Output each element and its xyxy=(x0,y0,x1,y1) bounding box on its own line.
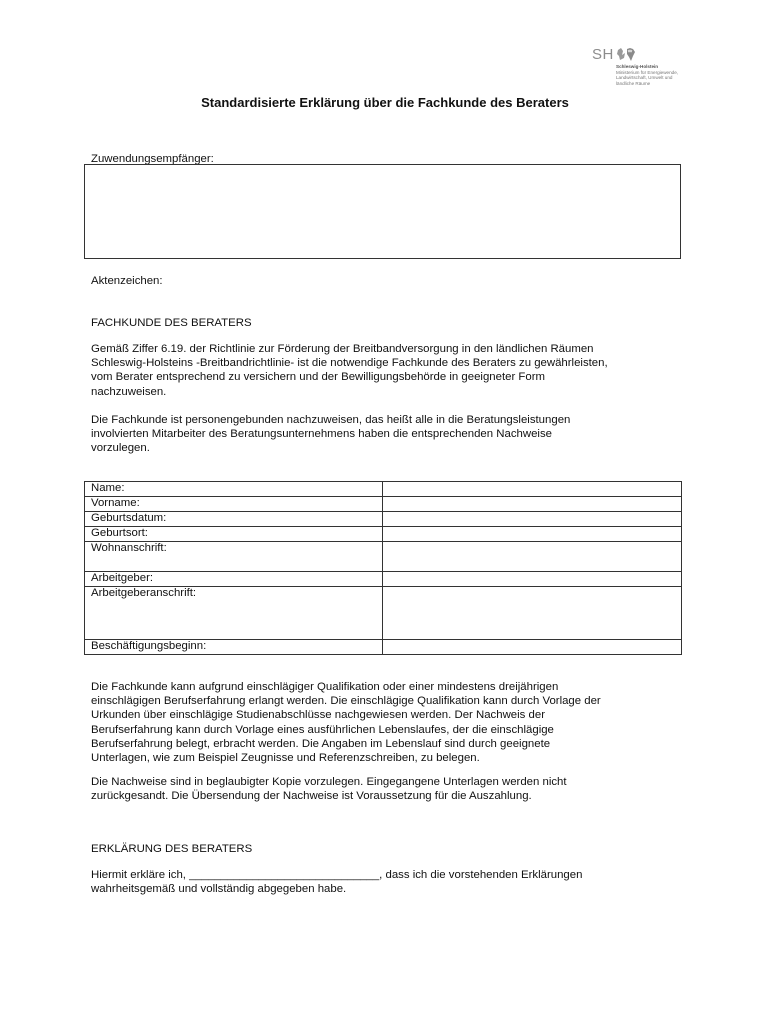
table-value-cell[interactable] xyxy=(383,572,682,587)
section-heading-fachkunde: FACHKUNDE DES BERATERS xyxy=(91,317,252,329)
logo-ministry: Ministerium für Energiewende, Landwirtschaft, Umwelt und ländliche Räume xyxy=(616,70,679,86)
table-label-cell: Geburtsort: xyxy=(85,527,383,542)
table-label-cell: Beschäftigungsbeginn: xyxy=(85,640,383,655)
consultant-data-table xyxy=(84,481,682,655)
table-label-cell: Arbeitgeberanschrift: xyxy=(85,587,383,640)
section-heading-erklaerung: ERKLÄRUNG DES BERATERS xyxy=(91,843,253,855)
paragraph-declaration: Hiermit erkläre ich, ______________________________, dass ich die vorstehenden Erklärungen wahrheitsgemäß und vollständig abgegeben habe. xyxy=(91,869,583,896)
paragraph-qualification: Die Fachkunde kann aufgrund einschlägiger Qualifikation oder einer mindestens dreijährigen einschlägigen Berufserfahrung erlangt werden. Die einschlägige Qualifikation kann durch Vorlage der Urkunden über einschlägige Studienabschlüsse nachgewiesen werden. Der Nachweis der Berufserfahrung kann durch Vorlage eines ausführlichen Lebenslaufes, der die einschlägige Berufserfahrung belegt, erbracht werden. Die Angaben im Lebenslauf sind durch geeignete Unterlagen, wie zum Beispiel Zeugnisse und Referenzschreiben, zu belegen. xyxy=(91,681,601,765)
table-row xyxy=(85,497,682,512)
table-row xyxy=(85,587,682,640)
recipient-label: Zuwendungsempfänger: xyxy=(91,153,214,165)
paragraph-guideline: Gemäß Ziffer 6.19. der Richtlinie zur Förderung der Breitbandversorgung in den ländlichen Räumen Schleswig-Holsteins -Breitbandrichtlinie- ist die notwendige Fachkunde des Beraters zu gewährleisten, vom Berater entsprechend zu versichern und der Bewilligungsbehörde in geeigneter Form nachzuweisen. xyxy=(91,343,608,398)
table-row xyxy=(85,527,682,542)
logo-sh-text: SH xyxy=(592,46,614,63)
paragraph-personal-proof: Die Fachkunde ist personengebunden nachzuweisen, das heißt alle in die Beratungsleistungen involvierten Mitarbeiter des Beratungsunternehmens haben die entsprechenden Nachweise vorzulegen. xyxy=(91,414,571,455)
table-label-cell: Geburtsdatum: xyxy=(85,512,383,527)
table-label-cell: Vorname: xyxy=(85,497,383,512)
table-value-cell[interactable] xyxy=(383,482,682,497)
page-title: Standardisierte Erklärung über die Fachkunde des Beraters xyxy=(201,95,569,110)
table-row xyxy=(85,542,682,572)
reference-label: Aktenzeichen: xyxy=(91,275,163,287)
table-value-cell[interactable] xyxy=(383,527,682,542)
table-label-cell: Name: xyxy=(85,482,383,497)
coat-of-arms-icon xyxy=(616,47,636,63)
table-value-cell[interactable] xyxy=(383,497,682,512)
table-value-cell[interactable] xyxy=(383,542,682,572)
table-label-cell: Wohnanschrift: xyxy=(85,542,383,572)
table-row xyxy=(85,512,682,527)
table-row xyxy=(85,572,682,587)
recipient-box[interactable] xyxy=(84,164,681,259)
logo-title: Schleswig-Holstein xyxy=(616,64,659,69)
table-value-cell[interactable] xyxy=(383,512,682,527)
table-label-cell: Arbeitgeber: xyxy=(85,572,383,587)
table-value-cell[interactable] xyxy=(383,587,682,640)
table-value-cell[interactable] xyxy=(383,640,682,655)
table-row xyxy=(85,482,682,497)
table-row xyxy=(85,640,682,655)
paragraph-certified-copies: Die Nachweise sind in beglaubigter Kopie vorzulegen. Eingegangene Unterlagen werden nicht zurückgesandt. Die Übersendung der Nachweise ist Voraussetzung für die Auszahlung. xyxy=(91,776,567,803)
logo xyxy=(592,46,692,86)
